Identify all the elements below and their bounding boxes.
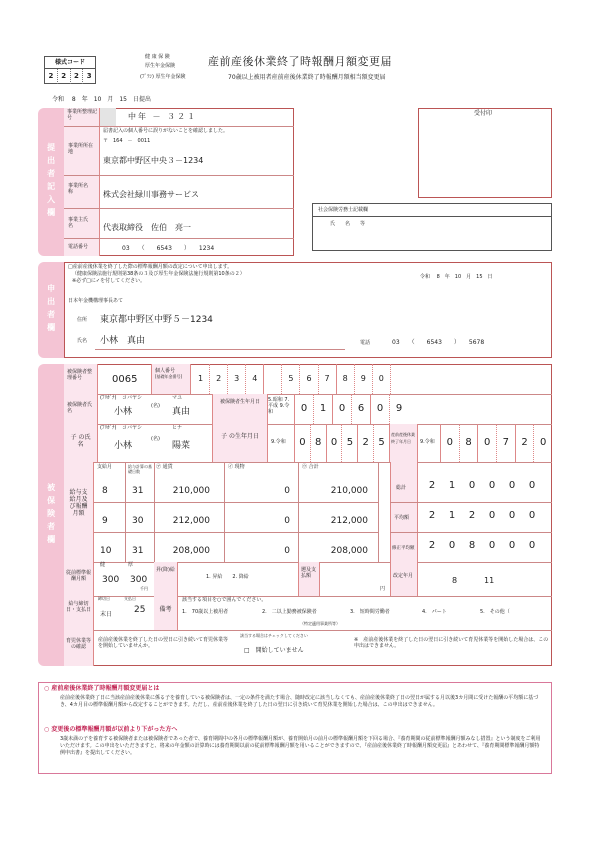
close-label: 給与締切日・支払日 xyxy=(64,596,94,630)
mod-label: 修正平均額 xyxy=(392,546,415,551)
mynum-label-box xyxy=(151,364,191,394)
end-date-digits xyxy=(440,424,552,462)
remarks-opt-5[interactable]: 5. その他（ xyxy=(480,609,510,615)
pay-day-value: 25 xyxy=(134,605,146,615)
office-code-label: 事業所整理記号 xyxy=(67,109,98,121)
sum-label: 総計 xyxy=(396,485,407,491)
end-era: 9.令和 xyxy=(420,439,435,445)
pay-cash: 208,000 xyxy=(172,546,210,556)
child-kana-last: コバヤシ xyxy=(122,425,142,431)
form-code-digits xyxy=(45,69,95,84)
retro-unit: 円 xyxy=(380,586,386,592)
mod-digit: 0 xyxy=(508,540,516,551)
confirm-note: 届書記入の個人番号に誤りがないことを確認しました。 xyxy=(103,128,229,134)
child-kana-label: (ﾌﾘｶﾞﾅ) xyxy=(100,425,117,431)
office-address: 東京都中野区中央３－1234 xyxy=(103,156,204,165)
kana-label: (ﾌﾘｶﾞﾅ) xyxy=(100,395,117,401)
mynum-digit: 9 xyxy=(355,364,373,394)
form-subtitle: 70歳以上被用者産前産後休業終了時報酬月額相当額変更届 xyxy=(228,74,386,81)
code-digit: 2 xyxy=(71,69,84,84)
birth-label: 被保険者生年月日 xyxy=(212,394,268,424)
pay-goods: 0 xyxy=(284,516,290,526)
code-digit: 2 xyxy=(58,69,71,84)
pay-goods: 0 xyxy=(284,486,290,496)
child-era: 9.令和 xyxy=(271,439,286,445)
pay-cash: 210,000 xyxy=(172,486,210,496)
end-date-digit: 0 xyxy=(478,424,497,462)
raise-options: 1. 昇給 2. 降給 xyxy=(206,574,249,580)
pay-days: 31 xyxy=(132,546,144,556)
pay-label: 給与支給月及び報酬月額 xyxy=(64,462,94,562)
office-address-label: 事業所所在地 xyxy=(68,143,94,155)
applicant-addr-label: 住所 xyxy=(77,317,88,323)
birth-digit: 0 xyxy=(333,394,352,424)
pay-days: 31 xyxy=(132,486,144,496)
birth-digit: 1 xyxy=(314,394,333,424)
submit-date: 令和 8 年 10 月 15 日提出 xyxy=(52,96,151,103)
close-value: 末日 xyxy=(100,611,113,618)
pay-month: 8 xyxy=(102,486,108,496)
mynum-digit: 7 xyxy=(319,364,337,394)
end-date-label: 産前産後休業終了年月日 xyxy=(391,432,415,444)
avg-digit: 0 xyxy=(508,510,516,521)
change-label: 改定年月 xyxy=(390,562,418,596)
mynum-digit: 2 xyxy=(210,364,228,394)
insurance-type-3: (ﾌﾟﾗﾝ) 厚生年金保険 xyxy=(140,74,186,80)
office-name: 株式会社緑川事務サービス xyxy=(103,190,199,199)
remarks-label: 備考 xyxy=(154,596,178,630)
mod-digit: 0 xyxy=(488,540,496,551)
birth-digit: 0 xyxy=(371,394,390,424)
mynum-digit: 0 xyxy=(373,364,391,394)
office-name-label: 事業所名 称 xyxy=(68,183,94,195)
child-last-name: 小林 xyxy=(114,441,133,451)
pay-month: 10 xyxy=(100,546,112,556)
pay-cash: 212,000 xyxy=(172,516,210,526)
std-ken-header: 健 xyxy=(100,562,106,568)
remarks-opt-4[interactable]: 4. パート xyxy=(422,609,447,615)
applicant-to: 日本年金機構理事長あて xyxy=(68,298,124,304)
childcare-question: 産前産後休業を終了した日の翌日に引き続いて育児休業等を開始していませんか。 xyxy=(98,637,229,649)
end-date-digit: 7 xyxy=(497,424,516,462)
childcare-checkbox[interactable]: □ 開始していません xyxy=(244,647,304,654)
std-kou-header: 厚 xyxy=(128,562,134,568)
applicant-section-tab xyxy=(38,262,64,358)
remarks-opt-3-sub: （特定適用事業所等） xyxy=(300,621,340,626)
end-date-digit: 2 xyxy=(516,424,535,462)
mynum-digit: 3 xyxy=(228,364,246,394)
pay-goods-header: ㋑ 現物 xyxy=(228,464,245,470)
close-header: 締切日 xyxy=(98,596,110,601)
insured-name-label: 被保険者氏 名 xyxy=(64,394,98,424)
pay-month: 9 xyxy=(102,516,108,526)
raise-label: 昇(降)給 xyxy=(154,562,178,596)
sum-digit: 0 xyxy=(468,480,476,491)
mod-digit: 2 xyxy=(428,540,436,551)
avg-digit: 2 xyxy=(468,510,476,521)
kana-last: コバヤシ xyxy=(122,395,142,401)
form-code-box xyxy=(44,56,96,84)
applicant-name: 小林 真由 xyxy=(100,336,146,346)
mynum-digit xyxy=(391,364,408,394)
avg-label: 平均額 xyxy=(394,515,410,521)
std-unit: 千円 xyxy=(140,586,148,591)
mod-digits xyxy=(422,540,542,560)
sum-digit: 0 xyxy=(508,480,516,491)
insurance-type-2: 厚生年金保険 xyxy=(145,63,176,69)
child-birth-digits xyxy=(294,424,390,462)
change-year: 8 xyxy=(452,576,458,585)
child-name-label: 子 の氏 名 xyxy=(64,424,98,462)
mynum-digit: 1 xyxy=(192,364,210,394)
mynum-digit: 6 xyxy=(300,364,318,394)
postal-code: 〒 164 － 0011 xyxy=(103,138,151,144)
stamp-label: 受付印 xyxy=(474,110,493,117)
applicant-phone: 03 （ 6543 ） 5678 xyxy=(392,339,485,346)
insured-no-label: 被保険者整理番号 xyxy=(64,364,98,394)
office-code-value: 中年 － ３２１ xyxy=(128,112,198,121)
code-digit: 3 xyxy=(86,72,92,80)
end-date-digit: 0 xyxy=(440,424,460,462)
remarks-opt-2[interactable]: 2. 二以上勤務被保険者 xyxy=(262,609,317,615)
owner-name-label: 事業主氏 名 xyxy=(68,217,94,229)
sharoushi-label: 社会保険労務士記載欄 xyxy=(318,207,369,213)
avg-digit: 2 xyxy=(428,510,436,521)
submitter-section-label: 提出者記入欄 xyxy=(46,143,56,221)
office-code-field xyxy=(100,108,116,126)
pay-month-header: 支給月 xyxy=(97,464,113,470)
mynum-sublabel: [基礎年金番号] xyxy=(155,373,183,379)
avg-digit: 0 xyxy=(488,510,496,521)
mynum-digit: 4 xyxy=(246,364,264,394)
childcare-label: 育児休業等の確認 xyxy=(64,630,94,666)
notes-heading-1: ○ 産前産後休業終了時報酬月額変更届とは xyxy=(44,685,160,692)
child-birth-digit: 8 xyxy=(311,424,327,462)
retro-label: 遡及支払額 xyxy=(298,562,320,596)
insured-last-name: 小林 xyxy=(114,407,133,417)
code-digit: 2 xyxy=(45,69,58,84)
applicant-note-2: （健康保険法施行規則第38条の３及び厚生年金保険法施行規則第10条の２） xyxy=(72,271,245,277)
end-date-digit: 0 xyxy=(540,437,547,448)
phone-label: 電話番号 xyxy=(68,244,89,250)
pay-total: 208,000 xyxy=(330,546,368,556)
applicant-address: 東京都中野区中野５－1234 xyxy=(100,315,213,325)
pay-total: 212,000 xyxy=(330,516,368,526)
insured-no: 0065 xyxy=(112,374,138,385)
birth-digit: 0 xyxy=(294,394,314,424)
bullet-icon: ○ xyxy=(44,685,52,692)
pay-goods: 0 xyxy=(284,546,290,556)
child-first-name: 陽菜 xyxy=(172,441,191,451)
mynum-label: 個人番号 xyxy=(155,368,176,374)
std-kou: 300 xyxy=(130,575,148,585)
sum-digits xyxy=(422,480,542,500)
mod-digit: 0 xyxy=(528,540,536,551)
notes-paragraph-2: 3歳未満の子を養育する被保険者または被保険者であった者で、養育期間中の各月の標準報酬月額が、養育開始月の前月の標準報酬月額を下回る場合、『養育期間の従前標準報酬月額みなし措置』という制度をご利用いただけます。この申出をいただきますと、将来の年金額の計算時には養育期間以前の従前標準報酬月額を用いることができますので、『産前産後休業終了時報酬月額変更届』とあわせて、『養育期間標準報酬月額特例申出書』を提出してください。 xyxy=(60,736,541,756)
pay-day-header: 支払日 xyxy=(124,596,136,601)
form-code-label: 様式コード xyxy=(45,57,95,69)
child-birth-digit: 5 xyxy=(374,424,390,462)
mynum-digit: 5 xyxy=(282,364,300,394)
pay-total: 210,000 xyxy=(330,486,368,496)
std-label: 従前標準報酬月額 xyxy=(64,562,94,596)
pay-cash-header: ㋐ 通貨 xyxy=(156,464,173,470)
sum-digit: 0 xyxy=(528,480,536,491)
insured-first-name: 真由 xyxy=(172,407,191,417)
end-date-digit: 8 xyxy=(460,424,479,462)
child-birth-digit: 0 xyxy=(327,424,343,462)
child-birth-label: 子 の生年月日 xyxy=(212,424,268,462)
stamp-box xyxy=(418,108,552,198)
submitter-label-col xyxy=(64,108,100,256)
childcare-check-note: 該当する場合はチェックしてください xyxy=(240,633,308,638)
change-month: 11 xyxy=(484,576,495,585)
birth-digit: 6 xyxy=(352,394,371,424)
avg-digit: 0 xyxy=(528,510,536,521)
remarks-opt-3[interactable]: 3. 短時間労働者 xyxy=(350,609,390,615)
mynum-digit: 8 xyxy=(337,364,355,394)
era-options: 5.昭和 7.平成 9.令和 xyxy=(268,397,290,415)
bullet-icon: ○ xyxy=(44,726,52,733)
sharoushi-name-label: 氏 名 等 xyxy=(330,221,366,227)
remarks-note: 該当する項目を○で囲んでください。 xyxy=(182,597,267,603)
mynum-digit xyxy=(264,364,282,394)
submitter-section-tab xyxy=(38,108,64,256)
insured-section-label: 被保険者欄 xyxy=(46,482,56,548)
child-birth-digit: 5 xyxy=(342,424,358,462)
applicant-phone-label: 電話 xyxy=(360,340,371,346)
kana-first: マユ xyxy=(172,395,183,401)
notes-heading-2: ○ 変更後の標準報酬月額が以前より下がった方へ xyxy=(44,726,178,733)
birth-digit: 9 xyxy=(395,403,403,414)
form-title: 産前産後休業終了時報酬月額変更届 xyxy=(208,55,392,68)
applicant-note-3: ※必ず□に✓を付してください。 xyxy=(72,278,146,284)
child-kana-first: ヒナ xyxy=(172,425,183,431)
child-birth-digit: 2 xyxy=(358,424,374,462)
insured-section-tab xyxy=(38,364,64,666)
applicant-name-label: 氏名 xyxy=(77,338,88,344)
childcare-warning: ※ 産前産後休業を終了した日の翌日に引き続いて育児休業等を開始した場合は、この申出はできません。 xyxy=(354,637,549,649)
avg-digits xyxy=(422,510,542,530)
applicant-date: 令和 8 年 10 月 15 日 xyxy=(420,274,493,280)
pay-days: 30 xyxy=(132,516,144,526)
owner-name: 代表取締役 佐伯 亮一 xyxy=(103,223,191,232)
child-birth-digit: 0 xyxy=(294,424,311,462)
avg-digit: 1 xyxy=(448,510,456,521)
pay-total-header: ㋒ 合計 xyxy=(302,464,319,470)
remarks-opt-1[interactable]: 1. 70歳以上被用者 xyxy=(182,609,229,615)
mod-digit: 0 xyxy=(448,540,456,551)
notes-paragraph-1: 産前産後休業終了日に当該産前産後休業に係る子を養育している被保険者は、一定の条件を満たす場合、随時改定に該当しなくても、産前産後休業終了日の翌日が属する月以後3カ月間に受けた報酬の平均額に基づき、4カ月目の標準報酬月額から改定することができます。ただし、産前産後休業を終了した日の翌日に引き続いて育児休業を開始した場合は、この申出はできません。 xyxy=(60,695,539,708)
insurance-type-1: 健 康 保 険 xyxy=(145,54,170,60)
sum-digit: 2 xyxy=(428,480,436,491)
std-ken: 300 xyxy=(102,575,120,585)
phone-value: 03 （ 6543 ） 1234 xyxy=(122,245,215,252)
child-mei-tag: (名) xyxy=(151,436,160,442)
end-date-label-box xyxy=(390,424,418,462)
mod-digit: 8 xyxy=(468,540,476,551)
mynum-digits xyxy=(192,364,408,394)
sum-digit: 1 xyxy=(448,480,456,491)
applicant-section-label: 申出者欄 xyxy=(46,284,56,336)
sum-digit: 0 xyxy=(488,480,496,491)
mei-tag: (名) xyxy=(151,403,160,409)
pay-days-header: 給与計算の基礎日数 xyxy=(128,464,152,474)
birth-digits xyxy=(294,394,408,424)
applicant-note-1: □産前産後休業を終了した際の標準報酬月額の改定について申出します。 xyxy=(68,264,233,270)
